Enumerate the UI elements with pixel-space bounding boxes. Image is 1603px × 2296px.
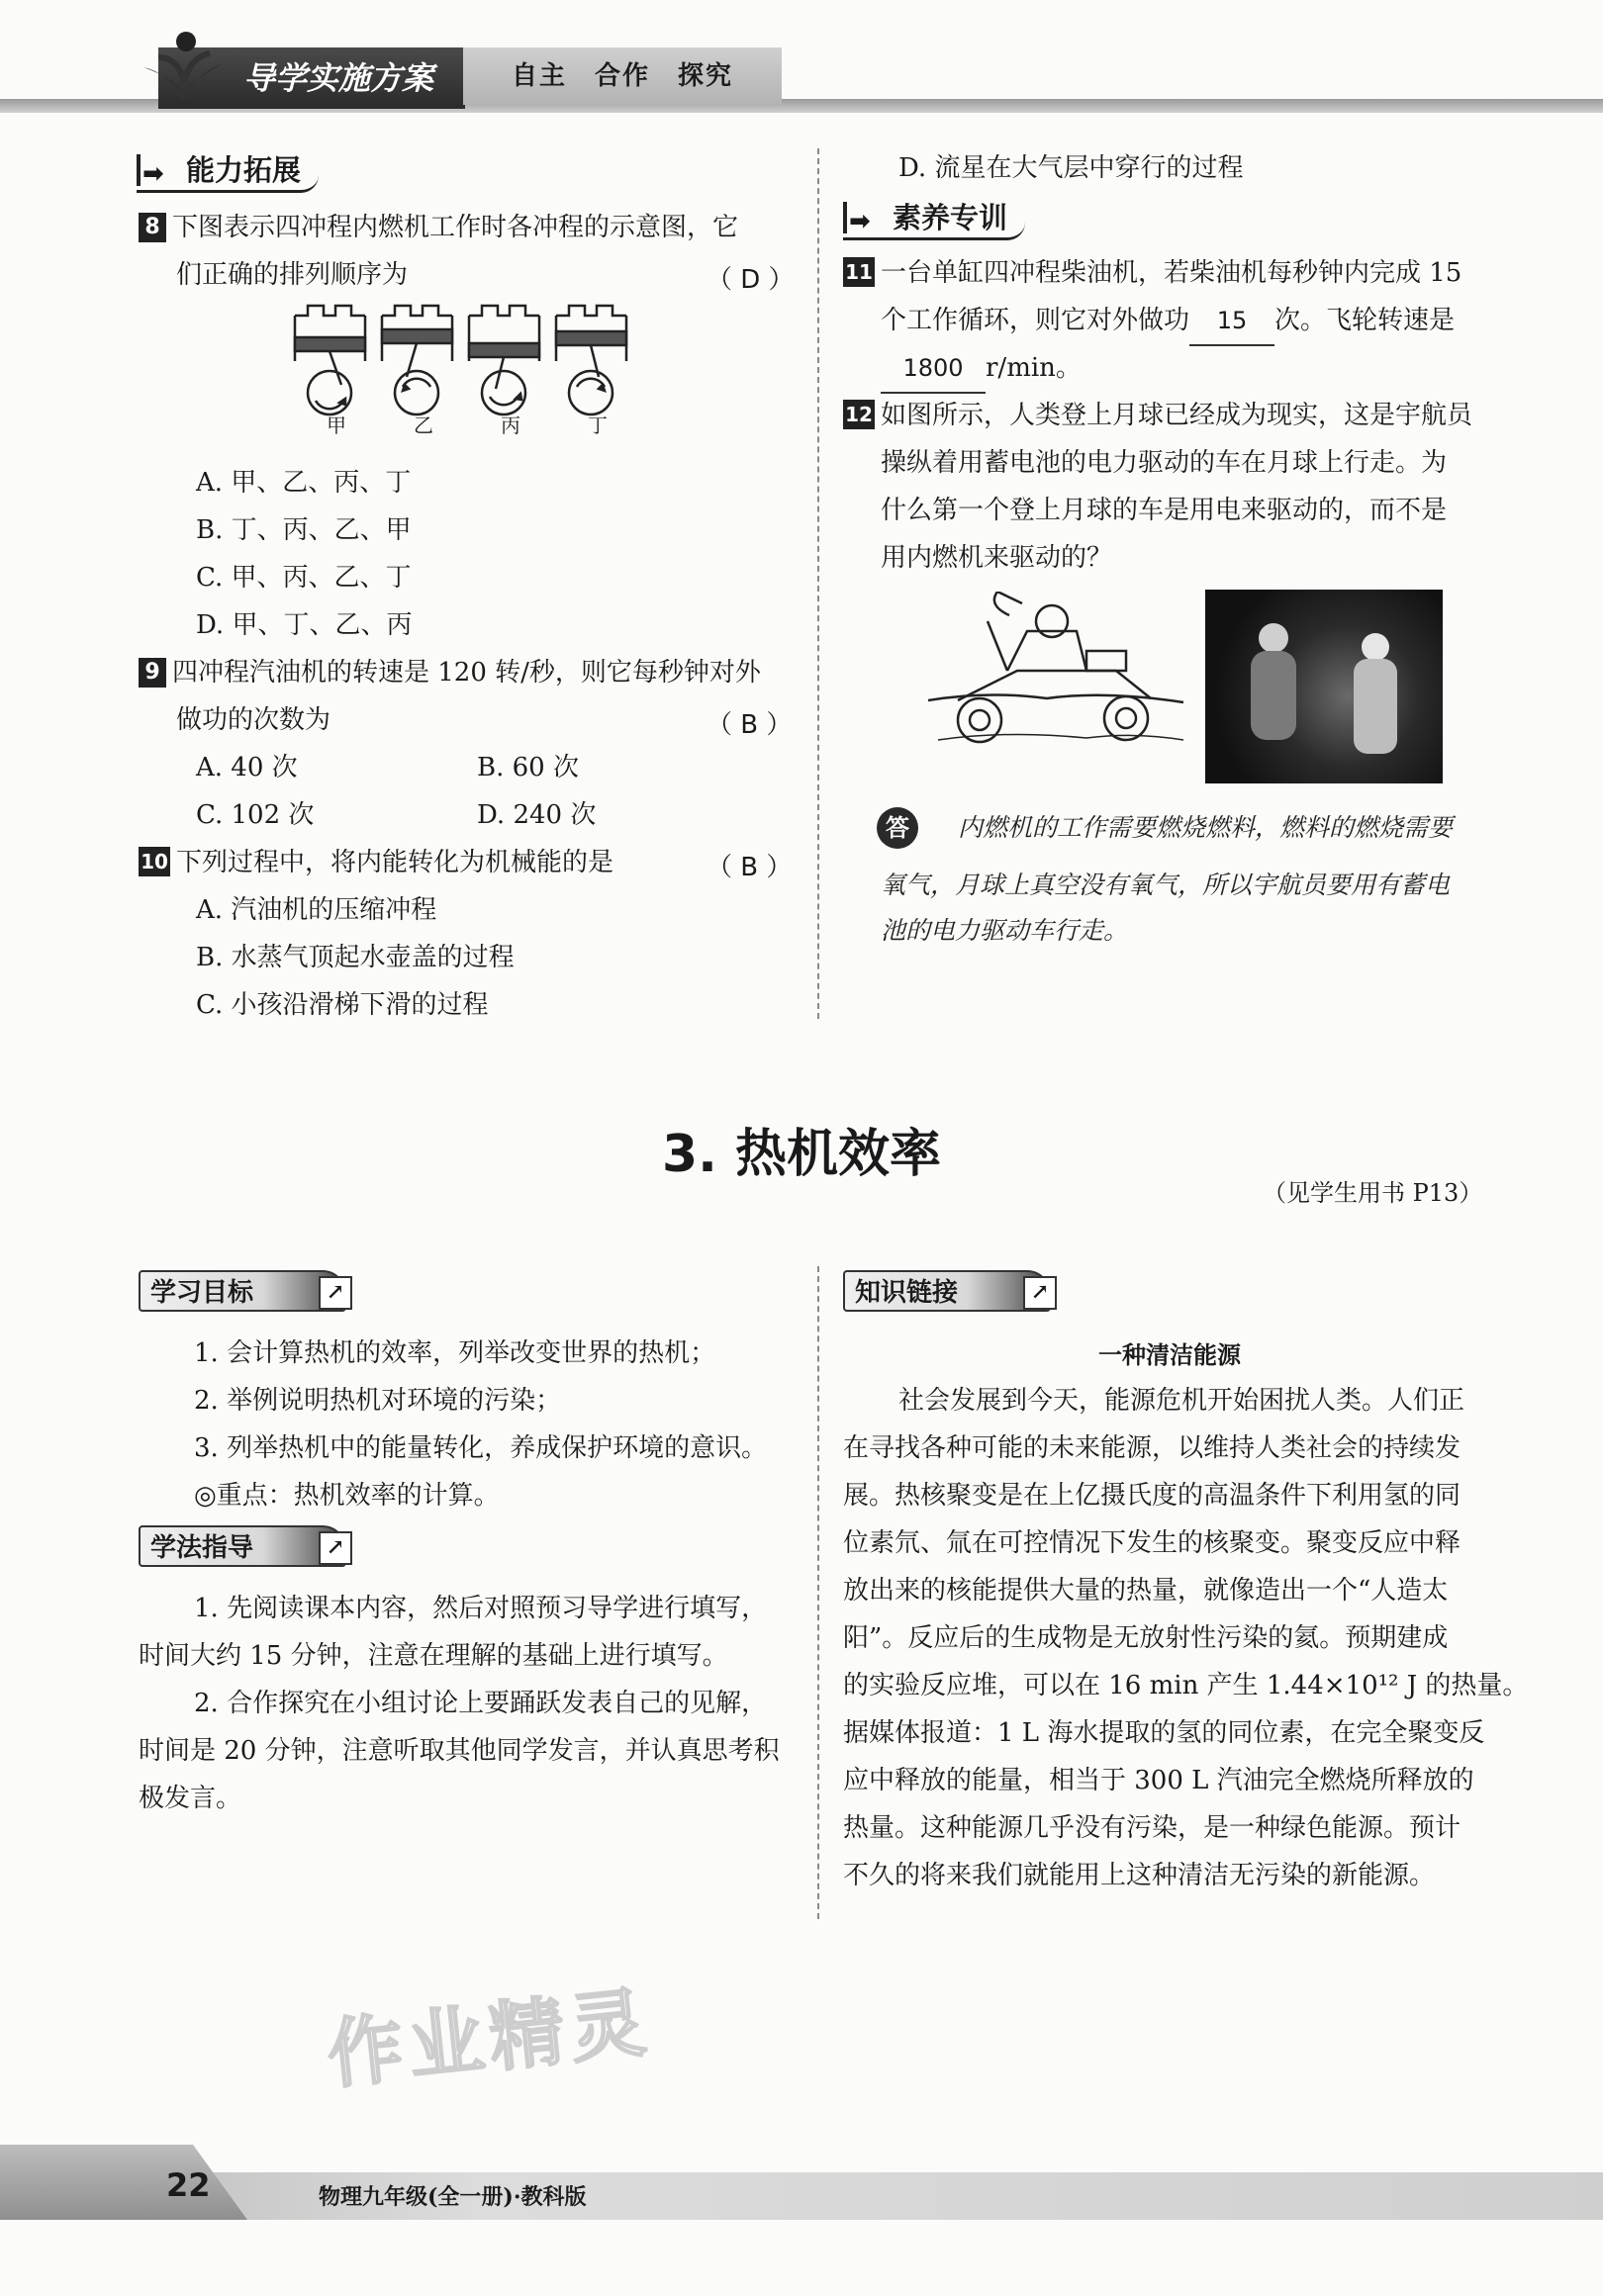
engine-strokes-diagram <box>292 302 638 430</box>
method-arrow-icon: ↗ <box>319 1531 352 1565</box>
q12-line3: 什么第一个登上月球的车是用电来驱动的，而不是 <box>881 496 1448 525</box>
q9-number: 9 <box>139 658 166 688</box>
q10-option-c: C. 小孩沿滑梯下滑的过程 <box>196 990 489 1020</box>
q8-option-a: A. 甲、乙、丙、丁 <box>196 468 412 498</box>
answer-badge: 答 <box>877 807 918 849</box>
link-line-6: 阳”。反应后的生成物是无放射性污染的氦。预期建成 <box>843 1623 1449 1653</box>
q12-number: 12 <box>843 400 875 429</box>
q12-line2: 操纵着用蓄电池的电力驱动的车在月球上行走。为 <box>881 448 1448 478</box>
q8-option-c: C. 甲、丙、乙、丁 <box>196 563 412 593</box>
q8-answer: （ D ） <box>707 265 795 295</box>
method-line-2: 时间大约 15 分钟，注意在理解的基础上进行填写。 <box>139 1641 728 1671</box>
astronaut-photo <box>1205 590 1443 783</box>
q8-option-b: B. 丁、丙、乙、甲 <box>196 515 412 545</box>
q11-line1: 11 一台单缸四冲程柴油机，若柴油机每秒钟内完成 15 <box>843 249 1462 297</box>
book-title: 物理九年级(全一册)·教科版 <box>319 2184 587 2210</box>
method-line-3: 2. 合作探究在小组讨论上要踊跃发表自己的见解， <box>194 1689 768 1718</box>
header-title: 导学实施方案 <box>158 47 465 109</box>
q10-line1: 10 下列过程中，将内能转化为机械能的是 <box>139 839 613 886</box>
link-line-10: 热量。这种能源几乎没有污染，是一种绿色能源。预计 <box>843 1813 1462 1843</box>
section-tag-label: 素养专训 <box>893 201 1008 234</box>
link-line-4: 位素氘、氚在可控情况下发生的核聚变。聚变反应中释 <box>843 1528 1462 1558</box>
diagram-label-2: 乙 <box>414 413 433 437</box>
q9-line2: 做功的次数为 <box>176 705 331 735</box>
goal-item-1: 1. 会计算热机的效率，列举改变世界的热机； <box>194 1338 716 1368</box>
q10-option-a: A. 汽油机的压缩冲程 <box>196 895 437 925</box>
q12-answer-line1: 内燃机的工作需要燃烧燃料，燃料的燃烧需要 <box>958 813 1454 842</box>
goal-item-3: 3. 列举热机中的能量转化，养成保护环境的意识。 <box>194 1433 768 1463</box>
q9-line1: 9 四冲程汽油机的转速是 120 转/秒，则它每秒钟对外 <box>139 649 761 696</box>
q9-answer: （ B ） <box>707 710 793 740</box>
goals-tag: 学习目标 <box>139 1270 346 1312</box>
link-line-9: 应中释放的能量，相当于 300 L 汽油完全燃烧所释放的 <box>843 1766 1474 1795</box>
link-line-8: 据媒体报道：1 L 海水提取的氢的同位素，在完全聚变反 <box>843 1718 1485 1748</box>
q12-answer-line3: 池的电力驱动车行走。 <box>881 916 1129 945</box>
method-line-5: 极发言。 <box>139 1784 242 1813</box>
link-line-1: 社会发展到今天，能源危机开始困扰人类。人们正 <box>898 1386 1465 1416</box>
section-tag-ability <box>137 150 319 193</box>
section-tag-literacy <box>843 198 1025 240</box>
method-line-4: 时间是 20 分钟，注意听取其他同学发言，并认真思考积 <box>139 1736 780 1766</box>
q12-line1: 12 如图所示，人类登上月球已经成为现实，这是宇航员 <box>843 392 1472 439</box>
q11-blank-2[interactable]: 1800 <box>881 344 986 394</box>
q9-option-c: C. 102 次 <box>196 800 315 830</box>
link-line-11: 不久的将来我们就能用上这种清洁无污染的新能源。 <box>843 1861 1436 1890</box>
q10-number: 10 <box>139 847 170 876</box>
goals-arrow-icon: ↗ <box>319 1276 352 1310</box>
diagram-label-1: 甲 <box>327 413 346 437</box>
q11-line3: 1800 r/min。 <box>881 344 1082 394</box>
q11-line2: 个工作循环，则它对外做功 15 次。飞轮转速是 <box>881 297 1455 346</box>
link-line-5: 放出来的核能提供大量的热量，就像造出一个“人造太 <box>843 1576 1449 1606</box>
q12-line4: 用内燃机来驱动的？ <box>881 543 1113 573</box>
arrow-icon: ➡ <box>849 207 871 236</box>
arrow-icon: ➡ <box>142 159 164 189</box>
method-line-1: 1. 先阅读课本内容，然后对照预习导学进行填写， <box>194 1594 768 1623</box>
q10-option-b: B. 水蒸气顶起水壶盖的过程 <box>196 943 515 972</box>
header-subtitle: 自主 合作 探究 <box>463 47 782 105</box>
goal-item-2: 2. 举例说明热机对环境的污染； <box>194 1386 562 1416</box>
chapter-title: 3. 热机效率 <box>661 1125 942 1184</box>
q8-line1: 8 下图表示四冲程内燃机工作时各冲程的示意图，它 <box>139 204 738 251</box>
q11-blank-1[interactable]: 15 <box>1189 297 1274 346</box>
q12-answer-line2: 氧气，月球上真空没有氧气，所以宇航员要用有蓄电 <box>881 871 1451 899</box>
link-line-2: 在寻找各种可能的未来能源，以维持人类社会的持续发 <box>843 1433 1462 1463</box>
diagram-label-3: 丙 <box>501 413 520 437</box>
q8-number: 8 <box>139 213 166 242</box>
section-tag-label: 能力拓展 <box>186 153 302 187</box>
method-tag: 学法指导 <box>139 1525 346 1567</box>
q10-answer: （ B ） <box>707 853 793 882</box>
q11-number: 11 <box>843 257 875 287</box>
q8-option-d: D. 甲、丁、乙、丙 <box>196 610 413 640</box>
watermark-logo: 作业精灵 <box>323 1977 656 2099</box>
goal-key-point: ◎重点：热机效率的计算。 <box>194 1481 500 1511</box>
lunar-rover-sketch <box>928 592 1185 760</box>
q9-option-b: B. 60 次 <box>477 753 579 782</box>
q8-line2: 们正确的排列顺序为 <box>176 260 409 290</box>
link-line-7: 的实验反应堆，可以在 16 min 产生 1.44×10¹² J 的热量。 <box>843 1671 1529 1700</box>
page-number: 22 <box>166 2166 211 2204</box>
link-tag: 知识链接 <box>843 1270 1051 1312</box>
link-arrow-icon: ↗ <box>1023 1276 1057 1310</box>
q9-option-d: D. 240 次 <box>477 800 597 830</box>
book-logo-icon <box>139 28 228 107</box>
column-divider-top <box>817 148 819 1019</box>
link-article-title: 一种清洁能源 <box>1098 1341 1241 1369</box>
link-line-3: 展。热核聚变是在上亿摄氏度的高温条件下利用氢的同 <box>843 1481 1462 1511</box>
column-divider-bottom <box>817 1266 819 1919</box>
q9-option-a: A. 40 次 <box>196 753 298 782</box>
chapter-reference: （见学生用书 P13） <box>1263 1179 1483 1207</box>
diagram-label-4: 丁 <box>588 413 608 437</box>
q10-option-d: D. 流星在大气层中穿行的过程 <box>898 153 1244 183</box>
